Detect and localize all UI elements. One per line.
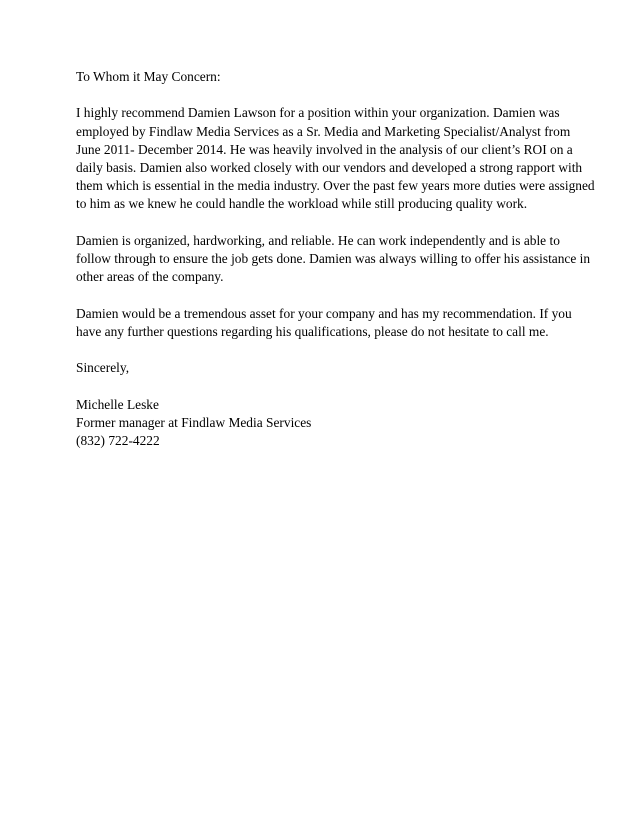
paragraph-line: Damien would be a tremendous asset for your company and has my recommendation. If you — [76, 305, 572, 321]
salutation-text: To Whom it May Concern: — [76, 69, 221, 84]
paragraph-line: I highly recommend Damien Lawson for a position within your organization. Damien was — [76, 105, 560, 121]
recommendation-letter — [76, 68, 595, 450]
signature-block — [76, 396, 576, 451]
paragraph-recommendation — [76, 104, 595, 213]
paragraph-line: employed by Findlaw Media Services as a Sr. Media and Marketing Specialist/Analyst from — [76, 123, 571, 139]
salutation — [76, 68, 576, 86]
paragraph-conclusion — [76, 305, 576, 341]
paragraph-line: follow through to ensure the job gets done. Damien was always willing to offer his assistance in — [76, 251, 591, 266]
paragraph-line: daily basis. Damien also worked closely with our vendors and developed a strong rapport with — [76, 160, 583, 175]
closing-text: Sincerely, — [76, 360, 130, 376]
signer-title: Former manager at Findlaw Media Services — [76, 414, 312, 430]
signer-phone: (832) 722-4222 — [76, 432, 160, 448]
paragraph-line: Damien is organized, hardworking, and reliable. He can work independently and is able to — [76, 232, 560, 248]
paragraph-line: them which is essential in the media industry. Over the past few years more duties were assigned — [76, 178, 595, 194]
paragraph-line: other areas of the company. — [76, 269, 224, 285]
paragraph-line: to him as we knew he could handle the workload while still producing quality work. — [76, 196, 528, 212]
paragraph-qualities — [76, 232, 591, 287]
paragraph-line: have any further questions regarding his qualifications, please do not hesitate to call me. — [76, 323, 549, 339]
signer-name: Michelle Leske — [76, 396, 159, 412]
paragraph-line: June 2011- December 2014. He was heavily involved in the analysis of our client’s ROI on a — [76, 141, 573, 157]
closing — [76, 359, 576, 377]
